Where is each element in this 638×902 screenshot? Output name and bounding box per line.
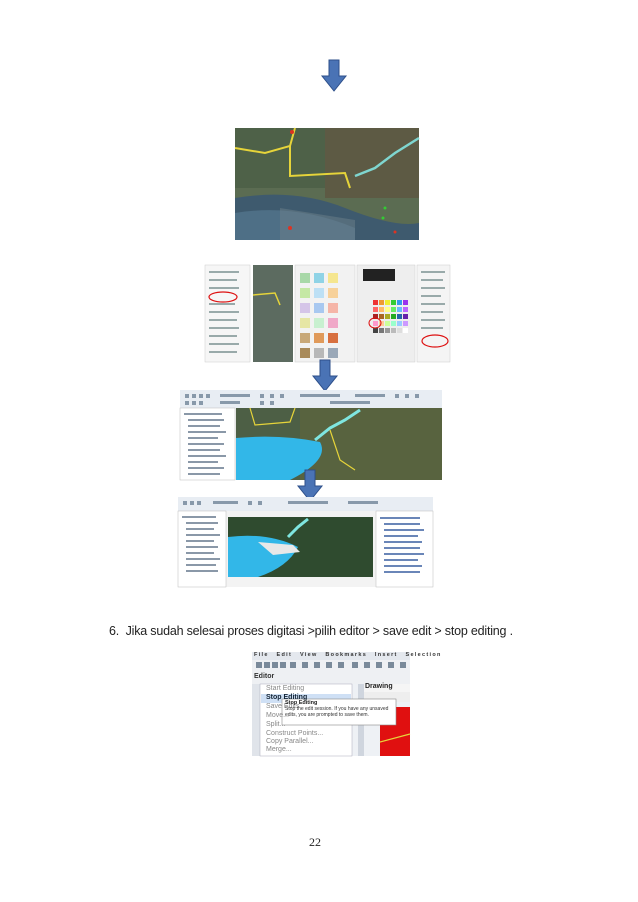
down-arrow-icon [313,360,337,392]
menu-edit[interactable]: Edit [276,652,293,658]
drawing-label: Drawing [365,683,393,690]
step-6-paragraph [109,624,513,638]
menu-view[interactable]: View [299,652,318,658]
menu-selection[interactable]: Selection [405,652,442,658]
menu-insert[interactable]: Insert [374,652,398,658]
menu-bookmarks[interactable]: Bookmarks [325,652,368,658]
menu-item-merge[interactable]: Merge... [266,746,292,753]
tooltip-body: Stop the edit session. If you have any unsaved edits, you are prompted to save them. [285,706,389,718]
tooltip-title: Stop Editing [285,700,318,706]
arcmap-digitized-screenshot [180,390,442,480]
step-number: 6. [109,624,120,638]
menu-item-move[interactable]: Move... [266,712,289,719]
editor-menu-screenshot [252,652,442,756]
satellite-map-image [235,128,419,240]
menu-item-copy-parallel[interactable]: Copy Parallel... [266,738,314,745]
symbol-selector-collage [205,265,450,362]
menu-item-save-edits[interactable]: Save Edits [266,703,300,710]
menu-item-split[interactable]: Split... [266,721,286,728]
editor-button[interactable]: Editor [254,673,275,680]
menu-item-construct-points[interactable]: Construct Points... [266,730,324,737]
page-number: 22 [309,835,321,849]
step-text: Jika sudah selesai proses digitasi >pilih editor > save edit > stop editing . [125,624,513,638]
stop-editing-tooltip [285,700,393,718]
menu-item-start-editing[interactable]: Start Editing [266,685,305,692]
down-arrow-icon [322,60,346,92]
menu-file[interactable]: File [254,652,269,658]
menu-item-stop-editing[interactable]: Stop Editing [266,694,308,701]
arcmap-final-screenshot [178,497,433,587]
